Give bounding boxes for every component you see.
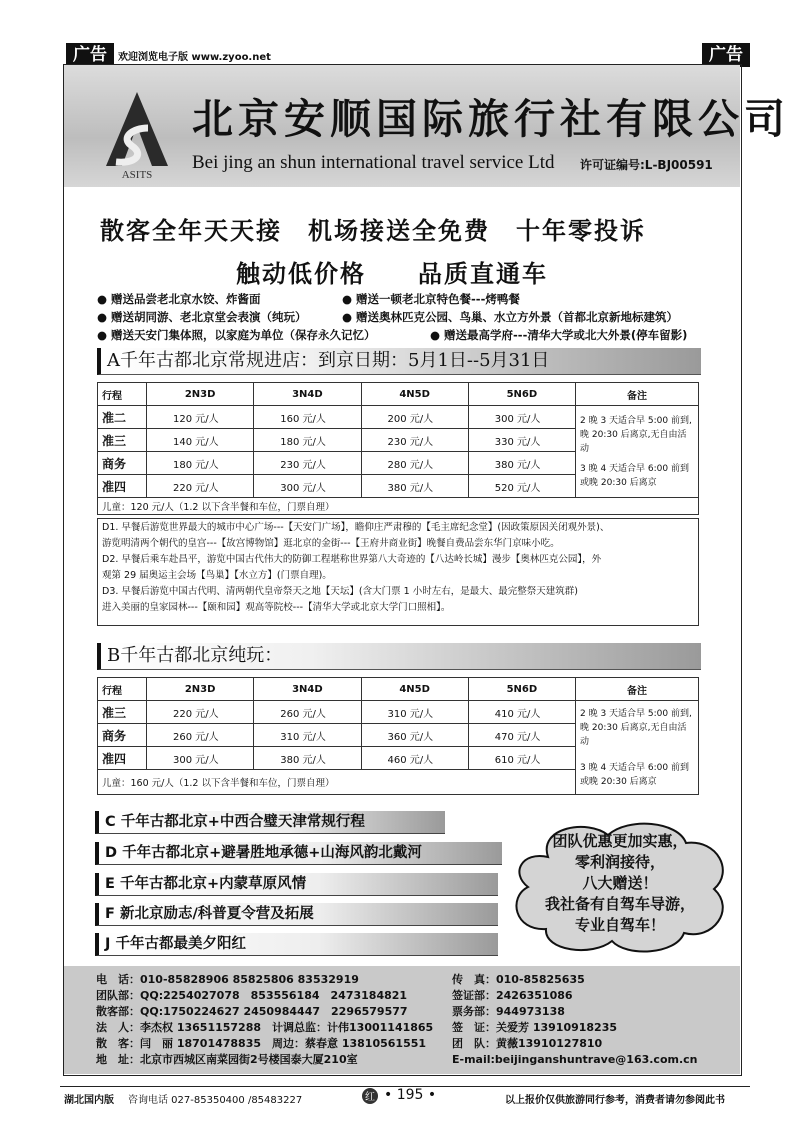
- route-f: F 新北京励志/科普夏令营及拓展: [95, 903, 498, 926]
- contact-line: 签证部：2426351086: [452, 989, 573, 1002]
- promo-line: 零利润接待，: [574, 853, 665, 871]
- price-cell: 180 元/人: [254, 429, 361, 452]
- license-number: 许可证编号:L-BJ00591: [580, 158, 713, 172]
- company-name-cn: 北京安顺国际旅行社有限公司: [192, 95, 790, 143]
- logo-text: ASITS: [121, 169, 153, 180]
- section-b-title: B千年古都北京纯玩：: [97, 643, 701, 670]
- section-a-title: A千年古都北京常规进店：到京日期：5月1日--5月31日: [97, 348, 701, 375]
- route-j: J 千年古都最美夕阳红: [95, 933, 498, 956]
- price-cell: 460 元/人: [361, 747, 468, 770]
- slogan-line-2: 触动低价格 品质直通车: [236, 260, 548, 288]
- itinerary-line: D2. 早餐后乘车赴昌平，游览中国古代伟大的防御工程堪称世界第八大奇迹的【八达岭长城】漫步【奥林匹克公园】，外: [102, 554, 602, 565]
- page-emblem-text: 红: [365, 1092, 375, 1103]
- contact-line: 散客部：QQ:1750224627 2450984447 2296579577: [96, 1005, 408, 1018]
- contact-line: 电 话：010-85828906 85825806 83532919: [96, 973, 359, 986]
- footer-disclaimer: 以上报价仅供旅游同行参考，消费者请勿参阅此书: [505, 1095, 725, 1106]
- contact-line: 传 真：010-85825635: [452, 973, 585, 986]
- row-label: 商务: [98, 452, 147, 475]
- promo-text: [512, 831, 728, 936]
- price-cell: 610 元/人: [468, 747, 575, 770]
- remarks-cell: [576, 406, 699, 498]
- route-d: D 千年古都北京+避暑胜地承德+山海风韵北戴河: [95, 842, 502, 865]
- route-e: E 千年古都北京+内蒙草原风情: [95, 873, 498, 896]
- promo-line: 团队优惠更加实惠，: [552, 832, 688, 850]
- remark-1: 2 晚 3 天适合早 5:00 前到,晚 20:30 后离京,无自由活动: [580, 415, 692, 454]
- itinerary-line: D1. 早餐后游览世界最大的城市中心广场---【天安门广场】，瞻仰庄严肃穆的【毛主席纪念堂】(因政策原因关闭观外景)、: [102, 522, 610, 533]
- page-number: • 195 •: [384, 1087, 437, 1103]
- gift-item: ● 赠送最高学府---清华大学或北大外景(停车留影): [430, 328, 688, 342]
- row-label: 准三: [98, 429, 147, 452]
- section-a-price-table: [97, 382, 699, 515]
- table-header: 5N6D: [468, 383, 575, 406]
- price-cell: 200 元/人: [361, 406, 468, 429]
- table-row: [98, 406, 699, 429]
- row-label: 准三: [98, 701, 147, 724]
- price-cell: 310 元/人: [254, 724, 361, 747]
- price-cell: 310 元/人: [361, 701, 468, 724]
- price-cell: 180 元/人: [147, 452, 254, 475]
- price-cell: 230 元/人: [361, 429, 468, 452]
- contacts-right: [452, 972, 698, 1068]
- gift-item: ● 赠送奥林匹克公园、鸟巢、水立方外景（首都北京新地标建筑）: [342, 310, 679, 324]
- footer-phone: 咨询电话 027-85350400 /85483227: [128, 1095, 303, 1106]
- price-cell: 380 元/人: [361, 475, 468, 498]
- gift-item: ● 赠送天安门集体照，以家庭为单位（保存永久记忆）: [97, 328, 376, 342]
- itinerary-line: D3. 早餐后游览中国古代明、清两朝代皇帝祭天之地【天坛】(含大门票 1 小时左右，是最大、最完整祭天建筑群): [102, 586, 578, 597]
- company-name-en: Bei jing an shun international travel service Ltd: [192, 152, 555, 173]
- remark-1: 2 晚 3 天适合早 5:00 前到,晚 20:30 后离京,无自由活动: [580, 708, 692, 747]
- itinerary-line: 观第 29 届奥运主会场【鸟巢】【水立方】(门票自理)。: [102, 570, 332, 581]
- agency-logo: [102, 88, 172, 180]
- price-cell: 160 元/人: [254, 406, 361, 429]
- table-header: 4N5D: [361, 383, 468, 406]
- contact-line: 散 客：闫 丽 18701478835 周边：蔡春意 13810561551: [96, 1037, 427, 1050]
- child-price-note: 儿童：120 元/人（1.2 以下含半餐和车位，门票自理）: [98, 498, 699, 515]
- price-cell: 280 元/人: [361, 452, 468, 475]
- price-cell: 330 元/人: [468, 429, 575, 452]
- table-header: 行程: [98, 383, 147, 406]
- footer-edition: 湖北国内版: [64, 1095, 114, 1106]
- price-cell: 120 元/人: [147, 406, 254, 429]
- contact-line: 票务部：944973138: [452, 1005, 565, 1018]
- price-cell: 260 元/人: [147, 724, 254, 747]
- slogan-line-1: 散客全年天天接 机场接送全免费 十年零投诉: [100, 217, 646, 245]
- route-c: C 千年古都北京+中西合璧天津常规行程: [95, 811, 445, 834]
- ad-badge-right: 广告: [702, 43, 750, 67]
- table-header: 备注: [576, 678, 699, 701]
- contact-line: 团队部：QQ:2254027078 853556184 2473184821: [96, 989, 408, 1002]
- row-label: 商务: [98, 724, 147, 747]
- price-cell: 220 元/人: [147, 475, 254, 498]
- price-cell: 260 元/人: [254, 701, 361, 724]
- table-row: [98, 701, 699, 724]
- price-cell: 470 元/人: [468, 724, 575, 747]
- table-header: 备注: [576, 383, 699, 406]
- table-header: 4N5D: [361, 678, 468, 701]
- price-cell: 220 元/人: [147, 701, 254, 724]
- section-b-price-table: [97, 677, 699, 795]
- page-emblem-icon: [360, 1086, 380, 1106]
- price-cell: 520 元/人: [468, 475, 575, 498]
- contact-line: 法 人：李杰权 13651157288 计调总监：计伟13001141865: [96, 1021, 434, 1034]
- contact-line: E-mail:beijinganshuntrave@163.com.cn: [452, 1053, 698, 1066]
- price-cell: 360 元/人: [361, 724, 468, 747]
- price-cell: 300 元/人: [147, 747, 254, 770]
- price-cell: 300 元/人: [254, 475, 361, 498]
- table-header: 3N4D: [254, 678, 361, 701]
- remark-2: 3 晚 4 天适合早 6:00 前到或晚 20:30 后离京: [580, 762, 689, 787]
- contact-line: 签 证：关爱芳 13910918235: [452, 1021, 618, 1034]
- table-header: 2N3D: [147, 383, 254, 406]
- price-cell: 140 元/人: [147, 429, 254, 452]
- promo-line: 我社备有自驾车导游，: [544, 895, 695, 913]
- promo-line: 八大赠送！: [582, 874, 658, 892]
- itinerary-box: [97, 518, 699, 626]
- gift-item: ● 赠送胡同游、老北京堂会表演（纯玩）: [97, 310, 307, 324]
- itinerary-line: 游览明清两个朝代的皇宫---【故宫博物馆】逛北京的金街---【王府井商业街】晚餐自费品尝东华门京味小吃。: [102, 538, 560, 549]
- child-price-note: 儿童：160 元/人（1.2 以下含半餐和车位，门票自理）: [98, 770, 576, 795]
- ad-badge-left: 广告: [66, 43, 114, 67]
- gift-item: ● 赠送一顿老北京特色餐---烤鸭餐: [342, 292, 520, 306]
- contact-line: 团 队：黄薇13910127810: [452, 1037, 603, 1050]
- welcome-text: 欢迎浏览电子版 www.zyoo.net: [118, 52, 271, 63]
- row-label: 准四: [98, 747, 147, 770]
- row-label: 准二: [98, 406, 147, 429]
- price-cell: 380 元/人: [254, 747, 361, 770]
- itinerary-line: 进入美丽的皇家园林---【颐和园】观高等院校---【清华大学或北京大学门口照相】。: [102, 602, 451, 613]
- price-cell: 300 元/人: [468, 406, 575, 429]
- price-cell: 410 元/人: [468, 701, 575, 724]
- table-header: 2N3D: [147, 678, 254, 701]
- table-header: 行程: [98, 678, 147, 701]
- contact-line: 地 址：北京市西城区南菜园街2号楼国泰大厦210室: [96, 1053, 358, 1066]
- remarks-cell: [576, 701, 699, 795]
- row-label: 准四: [98, 475, 147, 498]
- contacts-left: [96, 972, 433, 1068]
- price-cell: 230 元/人: [254, 452, 361, 475]
- promo-line: 专业自驾车！: [574, 916, 665, 934]
- price-cell: 380 元/人: [468, 452, 575, 475]
- remark-2: 3 晚 4 天适合早 6:00 前到或晚 20:30 后离京: [580, 463, 689, 488]
- table-header: 5N6D: [468, 678, 575, 701]
- gift-item: ● 赠送品尝老北京水饺、炸酱面: [97, 292, 261, 306]
- table-header: 3N4D: [254, 383, 361, 406]
